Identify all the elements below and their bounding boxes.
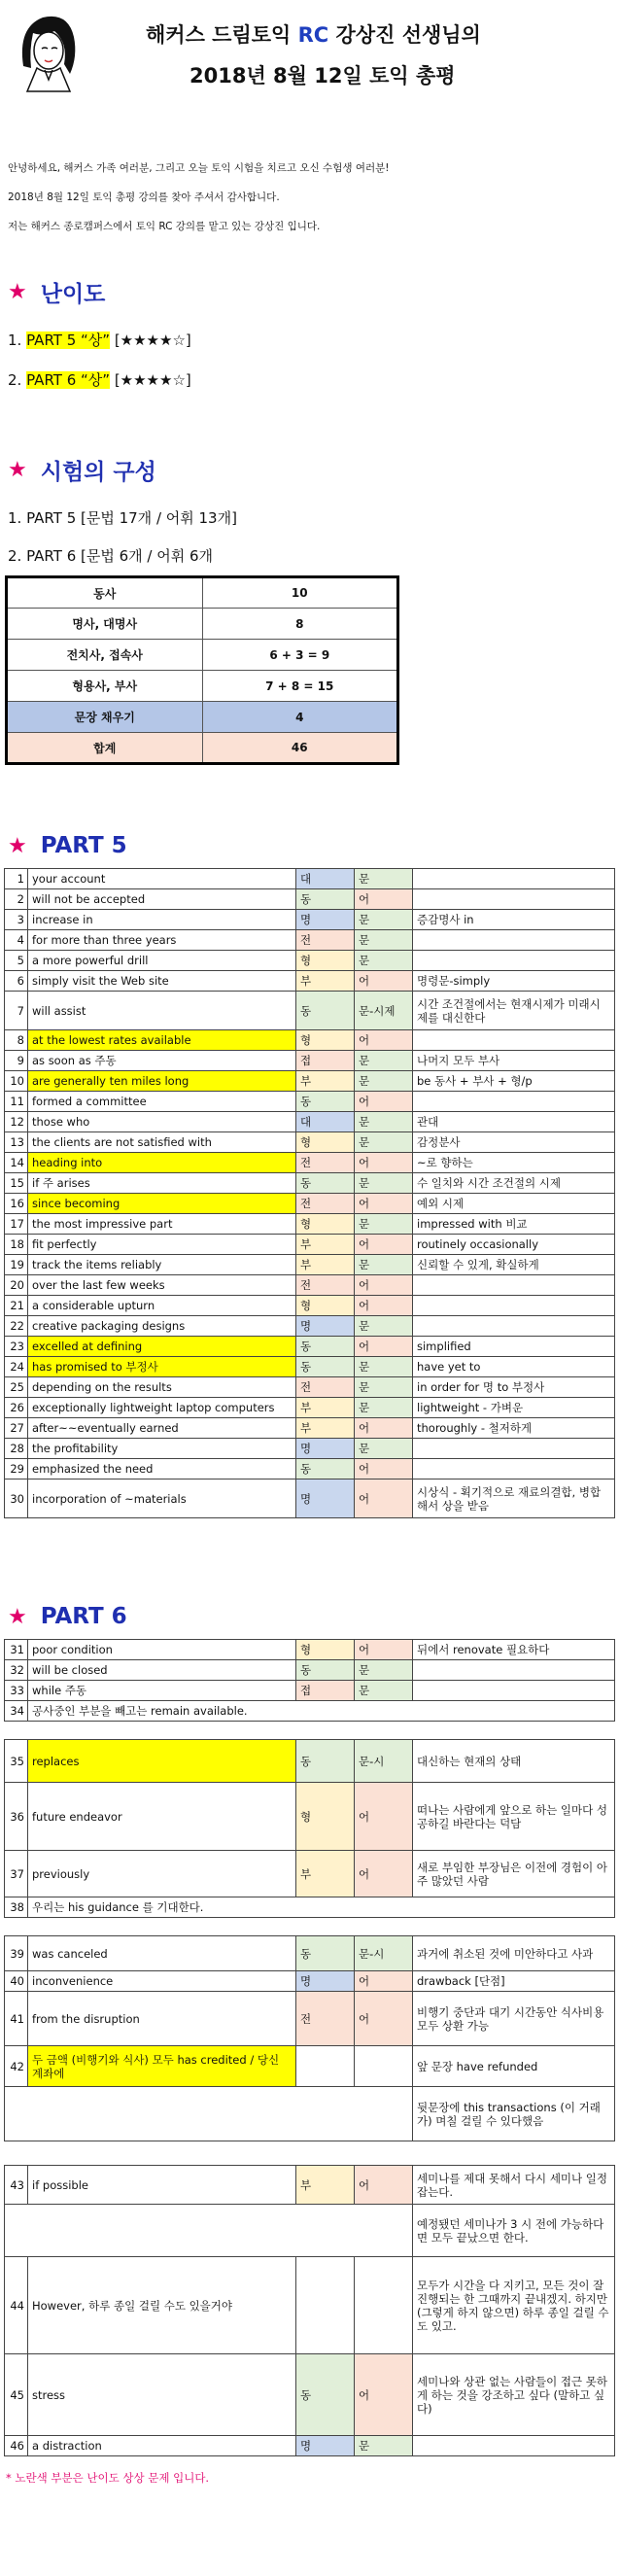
- question-type: 어: [355, 1153, 413, 1173]
- question-type: 문-시: [355, 1936, 413, 1971]
- question-type: 문: [355, 1173, 413, 1194]
- table-row: [5, 1112, 615, 1132]
- phrase: was canceled: [28, 1936, 296, 1971]
- phrase: heading into: [28, 1153, 296, 1173]
- structure-line: 2. PART 6 [문법 6개 / 어휘 6개: [8, 547, 214, 565]
- table-row: [5, 1459, 615, 1479]
- note: 새로 부임한 부장님은 이전에 경험이 아주 많았던 사람: [413, 1851, 615, 1897]
- structure-line: 1. PART 5 [문법 17개 / 어휘 13개]: [8, 509, 237, 527]
- row-number: 26: [5, 1398, 28, 1418]
- row-number: 9: [5, 1051, 28, 1071]
- row-number: 12: [5, 1112, 28, 1132]
- title-line-2: 2018년 8월 12일 토익 총평: [189, 64, 456, 87]
- question-type: 문: [355, 1439, 413, 1459]
- note: [413, 869, 615, 889]
- word-class: 전: [296, 1194, 355, 1214]
- phrase: since becoming: [28, 1194, 296, 1214]
- row-number: 30: [5, 1479, 28, 1518]
- title-suffix: 강상진 선생님의: [328, 23, 481, 47]
- row-number: 7: [5, 992, 28, 1030]
- row-number: 6: [5, 971, 28, 992]
- intro-line: 안녕하세요, 해커스 가족 여러분, 그리고 오늘 토익 시험을 치르고 오신 수험생 여러분!: [8, 162, 390, 174]
- word-class: 명: [296, 1479, 355, 1518]
- question-type: 어: [355, 1030, 413, 1051]
- table-row: [5, 1971, 615, 1992]
- row-number: 19: [5, 1255, 28, 1275]
- row-number: 24: [5, 1357, 28, 1377]
- note: be 동사 + 부사 + 형/p: [413, 1071, 615, 1092]
- row-number: 14: [5, 1153, 28, 1173]
- row-number: 13: [5, 1132, 28, 1153]
- question-type: 문: [355, 869, 413, 889]
- word-class: 동: [296, 1459, 355, 1479]
- phrase: a more powerful drill: [28, 951, 296, 971]
- note: 감정분사: [413, 1132, 615, 1153]
- table-row: [5, 1660, 615, 1681]
- phrase: at the lowest rates available: [28, 1030, 296, 1051]
- word-class: 전: [296, 930, 355, 951]
- summary-row: 동사 10: [7, 577, 398, 609]
- phrase: depending on the results: [28, 1377, 296, 1398]
- word-class: 명: [296, 1971, 355, 1992]
- word-class: 동: [296, 1740, 355, 1783]
- note: [413, 1092, 615, 1112]
- note: in order for 명 to 부정사: [413, 1377, 615, 1398]
- part5-heading: [8, 833, 620, 858]
- word-class: 형: [296, 1296, 355, 1316]
- table-row: [5, 971, 615, 992]
- note: 시간 조건절에서는 현재시제가 미래시제를 대신한다: [413, 992, 615, 1030]
- summary-row: 명사, 대명사 8: [7, 609, 398, 640]
- structure-heading: [8, 454, 620, 486]
- title-rc: RC: [297, 23, 329, 47]
- table-row: [5, 1851, 615, 1897]
- difficulty-label: PART 6 “상”: [26, 371, 111, 389]
- table-row: [5, 951, 615, 971]
- difficulty-item: 2. PART 6 “상” [★★★★☆]: [8, 371, 191, 389]
- question-type: 어: [355, 971, 413, 992]
- question-type: 문-시제: [355, 992, 413, 1030]
- row-number: 35: [5, 1740, 28, 1783]
- avatar: [10, 8, 87, 93]
- phrase: your account: [28, 869, 296, 889]
- intro-line: 저는 해커스 종로캠퍼스에서 토익 RC 강의를 맡고 있는 강상진 입니다.: [8, 221, 321, 232]
- question-type: 문: [355, 1398, 413, 1418]
- header: [0, 0, 620, 97]
- phrase: previously: [28, 1851, 296, 1897]
- table-row: [5, 1398, 615, 1418]
- phrase: incorporation of ~materials: [28, 1479, 296, 1518]
- phrase: while 주동: [28, 1681, 296, 1701]
- table-row: [5, 1194, 615, 1214]
- row-number: 27: [5, 1418, 28, 1439]
- row-number: 39: [5, 1936, 28, 1971]
- row-number: 23: [5, 1337, 28, 1357]
- row-number: 4: [5, 930, 28, 951]
- table-row: 44 However, 하루 종일 걸릴 수도 있을거야 모두가 시간을 다 지키고, 모든 것이 잘 진행되는 한 그때까지 끝내겠지. 하지만 (그렇게 하지 않으면) 하루 종일 걸릴 수도 있고.: [5, 2257, 615, 2354]
- table-row: [5, 1275, 615, 1296]
- row-number: 31: [5, 1640, 28, 1660]
- word-class: 부: [296, 1071, 355, 1092]
- word-class: 전: [296, 1153, 355, 1173]
- table-row: 34 공사중인 부분을 빼고는 remain available.: [5, 1701, 615, 1722]
- phrase: excelled at defining: [28, 1337, 296, 1357]
- phrase: emphasized the need: [28, 1459, 296, 1479]
- table-row: [5, 1030, 615, 1051]
- note: 수 일치와 시간 조건절의 시제: [413, 1173, 615, 1194]
- table-row: [5, 1740, 615, 1783]
- question-type: 문: [355, 1660, 413, 1681]
- question-type: 어: [355, 1459, 413, 1479]
- phrase: from the disruption: [28, 1992, 296, 2046]
- note: 관대: [413, 1112, 615, 1132]
- row-number: 17: [5, 1214, 28, 1235]
- phrase: track the items reliably: [28, 1255, 296, 1275]
- note: lightweight - 가벼운: [413, 1398, 615, 1418]
- rating-stars: [★★★★☆]: [110, 331, 191, 349]
- note: [413, 951, 615, 971]
- question-type: 어: [355, 1235, 413, 1255]
- table-row: [5, 1173, 615, 1194]
- note: drawback [단점]: [413, 1971, 615, 1992]
- question-type: 어: [355, 1851, 413, 1897]
- table-row: [5, 930, 615, 951]
- row-number: 16: [5, 1194, 28, 1214]
- word-class: 동: [296, 1660, 355, 1681]
- note: 신뢰할 수 있게, 확실하게: [413, 1255, 615, 1275]
- table-row: [5, 1235, 615, 1255]
- row-number: 41: [5, 1992, 28, 2046]
- row-number: 2: [5, 889, 28, 910]
- table-row: [5, 1132, 615, 1153]
- note: 시상식 - 획기적으로 재료의결합, 병합해서 상을 받음: [413, 1479, 615, 1518]
- note: 과거에 취소된 것에 미안하다고 사과: [413, 1936, 615, 1971]
- phrase: fit perfectly: [28, 1235, 296, 1255]
- summary-row-total: 합계 46: [7, 733, 398, 764]
- intro-line: 2018년 8월 12일 토익 총평 강의를 찾아 주셔서 감사합니다.: [8, 191, 280, 203]
- question-type: 어: [355, 1418, 413, 1439]
- question-type: 어: [355, 1479, 413, 1518]
- table-row: [5, 1479, 615, 1518]
- note: 명령문-simply: [413, 971, 615, 992]
- note: 뒤에서 renovate 필요하다: [413, 1640, 615, 1660]
- table-row: 38 우리는 his guidance 를 기대한다.: [5, 1897, 615, 1918]
- word-class: 형: [296, 951, 355, 971]
- phrase: will be closed: [28, 1660, 296, 1681]
- phrase: replaces: [28, 1740, 296, 1783]
- question-type: 문: [355, 1681, 413, 1701]
- phrase: after~~eventually earned: [28, 1418, 296, 1439]
- phrase: will not be accepted: [28, 889, 296, 910]
- word-class: 형: [296, 1030, 355, 1051]
- table-row: [5, 1071, 615, 1092]
- star-icon: ★: [8, 280, 27, 304]
- part5-table: [4, 868, 615, 1518]
- word-class: 동: [296, 889, 355, 910]
- question-type: 어: [355, 1092, 413, 1112]
- question-type: 문: [355, 1214, 413, 1235]
- table-row: [5, 1051, 615, 1071]
- note: 대신하는 현재의 상태: [413, 1740, 615, 1783]
- difficulty-item: 1. PART 5 “상” [★★★★☆]: [8, 331, 191, 349]
- phrase: as soon as 주동: [28, 1051, 296, 1071]
- phrase: simply visit the Web site: [28, 971, 296, 992]
- note: 떠나는 사람에게 앞으로 하는 일마다 성공하길 바란다는 덕담: [413, 1783, 615, 1851]
- note: [413, 1296, 615, 1316]
- table-row: [5, 889, 615, 910]
- question-type: 어: [355, 1971, 413, 1992]
- word-class: 동: [296, 992, 355, 1030]
- teacher-illustration-icon: [10, 8, 87, 93]
- phrase: future endeavor: [28, 1783, 296, 1851]
- row-number: 5: [5, 951, 28, 971]
- part5-title: PART 5: [40, 833, 127, 858]
- summary-row: 전치사, 접속사 6 + 3 = 9: [7, 640, 398, 671]
- word-class: 부: [296, 1418, 355, 1439]
- rating-stars: [★★★★☆]: [110, 371, 191, 389]
- table-row: [5, 1936, 615, 1971]
- word-class: 동: [296, 1173, 355, 1194]
- word-class: 부: [296, 971, 355, 992]
- row-number: 28: [5, 1439, 28, 1459]
- table-row: [5, 1296, 615, 1316]
- word-class: 동: [296, 1936, 355, 1971]
- question-type: 문: [355, 1377, 413, 1398]
- word-class: 명: [296, 910, 355, 930]
- word-class: 대: [296, 869, 355, 889]
- part6-heading: [8, 1604, 620, 1629]
- table-row: 45 stress 동 어 세미나와 상관 없는 사람들이 접근 못하게 하는 것을 강조하고 싶다 (말하고 싶다): [5, 2354, 615, 2436]
- question-type: 문-시: [355, 1740, 413, 1783]
- question-type: 문: [355, 1316, 413, 1337]
- part6-table-4: [4, 2165, 615, 2456]
- table-row: [5, 910, 615, 930]
- word-class: 전: [296, 1377, 355, 1398]
- star-icon: ★: [8, 1604, 27, 1629]
- structure-title: 시험의 구성: [40, 460, 156, 485]
- intro: [0, 97, 620, 241]
- phrase: if 주 arises: [28, 1173, 296, 1194]
- phrase: formed a committee: [28, 1092, 296, 1112]
- note: [413, 1275, 615, 1296]
- word-class: 부: [296, 1398, 355, 1418]
- phrase: are generally ten miles long: [28, 1071, 296, 1092]
- word-class: 명: [296, 1316, 355, 1337]
- word-class: 형: [296, 1132, 355, 1153]
- row-number: 15: [5, 1173, 28, 1194]
- word-class: 명: [296, 1439, 355, 1459]
- word-class: 대: [296, 1112, 355, 1132]
- phrase: poor condition: [28, 1640, 296, 1660]
- table-row: 46 a distraction 명 문: [5, 2436, 615, 2456]
- question-type: 어: [355, 1296, 413, 1316]
- phrase: the profitability: [28, 1439, 296, 1459]
- row-number: 20: [5, 1275, 28, 1296]
- note: [413, 1681, 615, 1701]
- note: [413, 1459, 615, 1479]
- table-row: 뒷문장에 this transactions (이 거래가) 며칠 걸릴 수 있다했음: [5, 2087, 615, 2141]
- table-row: [5, 1992, 615, 2046]
- note: 예외 시제: [413, 1194, 615, 1214]
- row-number: 3: [5, 910, 28, 930]
- phrase: inconvenience: [28, 1971, 296, 1992]
- question-type: 어: [355, 1194, 413, 1214]
- row-number: 8: [5, 1030, 28, 1051]
- row-number: 18: [5, 1235, 28, 1255]
- table-row: [5, 1377, 615, 1398]
- question-type: 어: [355, 889, 413, 910]
- question-type: 어: [355, 1275, 413, 1296]
- part6-table-3: [4, 1935, 615, 2141]
- table-row: [5, 1357, 615, 1377]
- phrase: increase in: [28, 910, 296, 930]
- table-row: 예정됐던 세미나가 3 시 전에 가능하다면 모두 끝났으면 한다.: [5, 2205, 615, 2257]
- row-number: 22: [5, 1316, 28, 1337]
- part6-table-2: [4, 1739, 615, 1918]
- table-row: [5, 1681, 615, 1701]
- question-type: 문: [355, 910, 413, 930]
- part6-table-1: [4, 1639, 615, 1722]
- phrase: the most impressive part: [28, 1214, 296, 1235]
- difficulty-title: 난이도: [40, 282, 106, 307]
- difficulty-heading: [8, 276, 620, 308]
- summary-table: [5, 575, 399, 765]
- note: 증감명사 in: [413, 910, 615, 930]
- word-class: 형: [296, 1783, 355, 1851]
- phrase: for more than three years: [28, 930, 296, 951]
- phrase: the clients are not satisfied with: [28, 1132, 296, 1153]
- question-type: 어: [355, 1992, 413, 2046]
- phrase: those who: [28, 1112, 296, 1132]
- question-type: 어: [355, 1783, 413, 1851]
- word-class: 동: [296, 1337, 355, 1357]
- table-row: [5, 1153, 615, 1173]
- row-number: 40: [5, 1971, 28, 1992]
- word-class: 부: [296, 1851, 355, 1897]
- table-row: [5, 1092, 615, 1112]
- question-type: 문: [355, 951, 413, 971]
- word-class: 동: [296, 1092, 355, 1112]
- note: [413, 1030, 615, 1051]
- title-prefix: 해커스 드림토익: [146, 23, 298, 47]
- question-type: 문: [355, 1357, 413, 1377]
- table-row: [5, 992, 615, 1030]
- note: routinely occasionally: [413, 1235, 615, 1255]
- note: [413, 1439, 615, 1459]
- row-number: 33: [5, 1681, 28, 1701]
- table-row: [5, 1255, 615, 1275]
- note: [413, 889, 615, 910]
- row-number: 36: [5, 1783, 28, 1851]
- question-type: 문: [355, 1051, 413, 1071]
- footnote: * 노란색 부분은 난이도 상상 문제 입니다.: [6, 2471, 210, 2485]
- note: [413, 930, 615, 951]
- word-class: 부: [296, 1255, 355, 1275]
- question-type: 어: [355, 1640, 413, 1660]
- phrase: a considerable upturn: [28, 1296, 296, 1316]
- row-number: 1: [5, 869, 28, 889]
- word-class: 접: [296, 1051, 355, 1071]
- word-class: 부: [296, 1235, 355, 1255]
- row-number: 21: [5, 1296, 28, 1316]
- question-type: 문: [355, 1255, 413, 1275]
- note: 비행기 중단과 대기 시간동안 식사비용 모두 상환 가능: [413, 1992, 615, 2046]
- row-number: 37: [5, 1851, 28, 1897]
- word-class: 형: [296, 1214, 355, 1235]
- summary-row: 형용사, 부사 7 + 8 = 15: [7, 671, 398, 702]
- phrase: over the last few weeks: [28, 1275, 296, 1296]
- row-number: 10: [5, 1071, 28, 1092]
- table-row: [5, 1439, 615, 1459]
- note: [413, 1660, 615, 1681]
- row-number: 29: [5, 1459, 28, 1479]
- table-row: [5, 869, 615, 889]
- table-row: [5, 1337, 615, 1357]
- table-row: [5, 1640, 615, 1660]
- word-class: 전: [296, 1992, 355, 2046]
- note: thoroughly - 철저하게: [413, 1418, 615, 1439]
- star-icon: ★: [8, 458, 27, 482]
- phrase: will assist: [28, 992, 296, 1030]
- note: 나머지 모두 부사: [413, 1051, 615, 1071]
- difficulty-label: PART 5 “상”: [26, 331, 111, 349]
- phrase: has promised to 부정사: [28, 1357, 296, 1377]
- part6-title: PART 6: [40, 1604, 127, 1629]
- table-row: 43 if possible 부 어 세미나를 제대 못해서 다시 세미나 일정 잡는다.: [5, 2166, 615, 2205]
- word-class: 형: [296, 1640, 355, 1660]
- star-icon: ★: [8, 833, 27, 858]
- table-row: [5, 1316, 615, 1337]
- summary-row: 문장 채우기 4: [7, 702, 398, 733]
- phrase: exceptionally lightweight laptop computers: [28, 1398, 296, 1418]
- row-number: 25: [5, 1377, 28, 1398]
- word-class: 접: [296, 1681, 355, 1701]
- word-class: 동: [296, 1357, 355, 1377]
- row-number: 32: [5, 1660, 28, 1681]
- question-type: 문: [355, 1112, 413, 1132]
- question-type: 문: [355, 1132, 413, 1153]
- note: impressed with 비교: [413, 1214, 615, 1235]
- question-type: 문: [355, 1071, 413, 1092]
- note: ~로 향하는: [413, 1153, 615, 1173]
- table-row: [5, 1214, 615, 1235]
- word-class: 전: [296, 1275, 355, 1296]
- row-number: 11: [5, 1092, 28, 1112]
- note: simplified: [413, 1337, 615, 1357]
- note: have yet to: [413, 1357, 615, 1377]
- question-type: 어: [355, 1337, 413, 1357]
- note: [413, 1316, 615, 1337]
- question-type: 문: [355, 930, 413, 951]
- table-row: 42 두 금액 (비행기와 식사) 모두 has credited / 당신 계좌에 앞 문장 have refunded: [5, 2046, 615, 2087]
- title-line-1: [146, 19, 481, 49]
- table-row: [5, 1418, 615, 1439]
- phrase: creative packaging designs: [28, 1316, 296, 1337]
- table-row: [5, 1783, 615, 1851]
